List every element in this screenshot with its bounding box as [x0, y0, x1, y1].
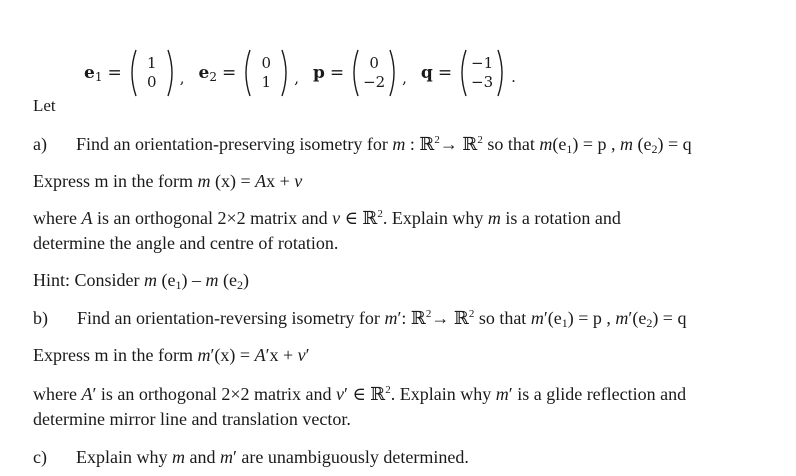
part-b-where: where A′ is an orthogonal 2×2 matrix and v′ ∈ ℝ$^2$. Explain why m′ is a glide reflection and	[33, 384, 687, 404]
vector-definitions	[84, 44, 516, 102]
part-a-task: a) Find an orientation-preserving isometry for m : ℝ$^2$→ ℝ$^2$ so that $m(e_1) = p$ , m $(e_2) = q$	[33, 134, 692, 156]
left-paren-icon	[349, 48, 360, 98]
right-paren-icon	[496, 48, 507, 98]
vector-q-column: −1 −3	[471, 54, 494, 91]
right-paren-icon	[388, 48, 399, 98]
left-paren-icon	[457, 48, 468, 98]
right-paren-icon	[166, 48, 177, 98]
left-paren-icon	[127, 48, 138, 98]
vector-p: p = 0 −2 ,	[313, 48, 421, 98]
part-a-express: Express m in the form m (x) = Ax + v	[33, 171, 303, 191]
vector-q-name: q	[420, 63, 433, 83]
part-c-marker: c)	[33, 447, 47, 467]
part-a-marker: a)	[33, 134, 47, 154]
part-b-where-line2: determine mirror line and translation vector.	[33, 409, 351, 429]
let-label: Let	[33, 96, 56, 115]
part-b-express: Express m in the form m′(x) = A′x + v′	[33, 345, 310, 365]
vector-e1-name: $e_1$	[84, 62, 103, 84]
vector-e1-column: 1 0	[146, 54, 157, 91]
part-b-task: b) Find an orientation-reversing isometry for m′: ℝ$^2$→ ℝ$^2$ so that $m'(e_1) = p$ , $m'(e_2) = q$	[33, 308, 687, 330]
vector-e2: $e_2$ = 0 1 ,	[199, 48, 314, 98]
part-a-where: where A is an orthogonal 2×2 matrix and v ∈ ℝ$^2$. Explain why m is a rotation and	[33, 208, 621, 228]
part-a-hint: Hint: Consider m $(e_1)$ – m $(e_2)$	[33, 270, 249, 292]
vector-q: q = −1 −3 .	[421, 48, 516, 98]
left-paren-icon	[241, 48, 252, 98]
vector-e2-name: $e_2$	[198, 62, 217, 84]
part-c-task: c) Explain why m and m′ are unambiguously determined.	[33, 447, 469, 467]
right-paren-icon	[280, 48, 291, 98]
vector-p-column: 0 −2	[363, 54, 386, 91]
vector-e2-column: 0 1	[261, 54, 271, 91]
part-a-where-line2: determine the angle and centre of rotation.	[33, 233, 339, 253]
vector-e1: $e_1$ = 1 0 ,	[84, 48, 199, 98]
part-b-marker: b)	[33, 308, 48, 328]
vector-p-name: p	[313, 63, 325, 83]
